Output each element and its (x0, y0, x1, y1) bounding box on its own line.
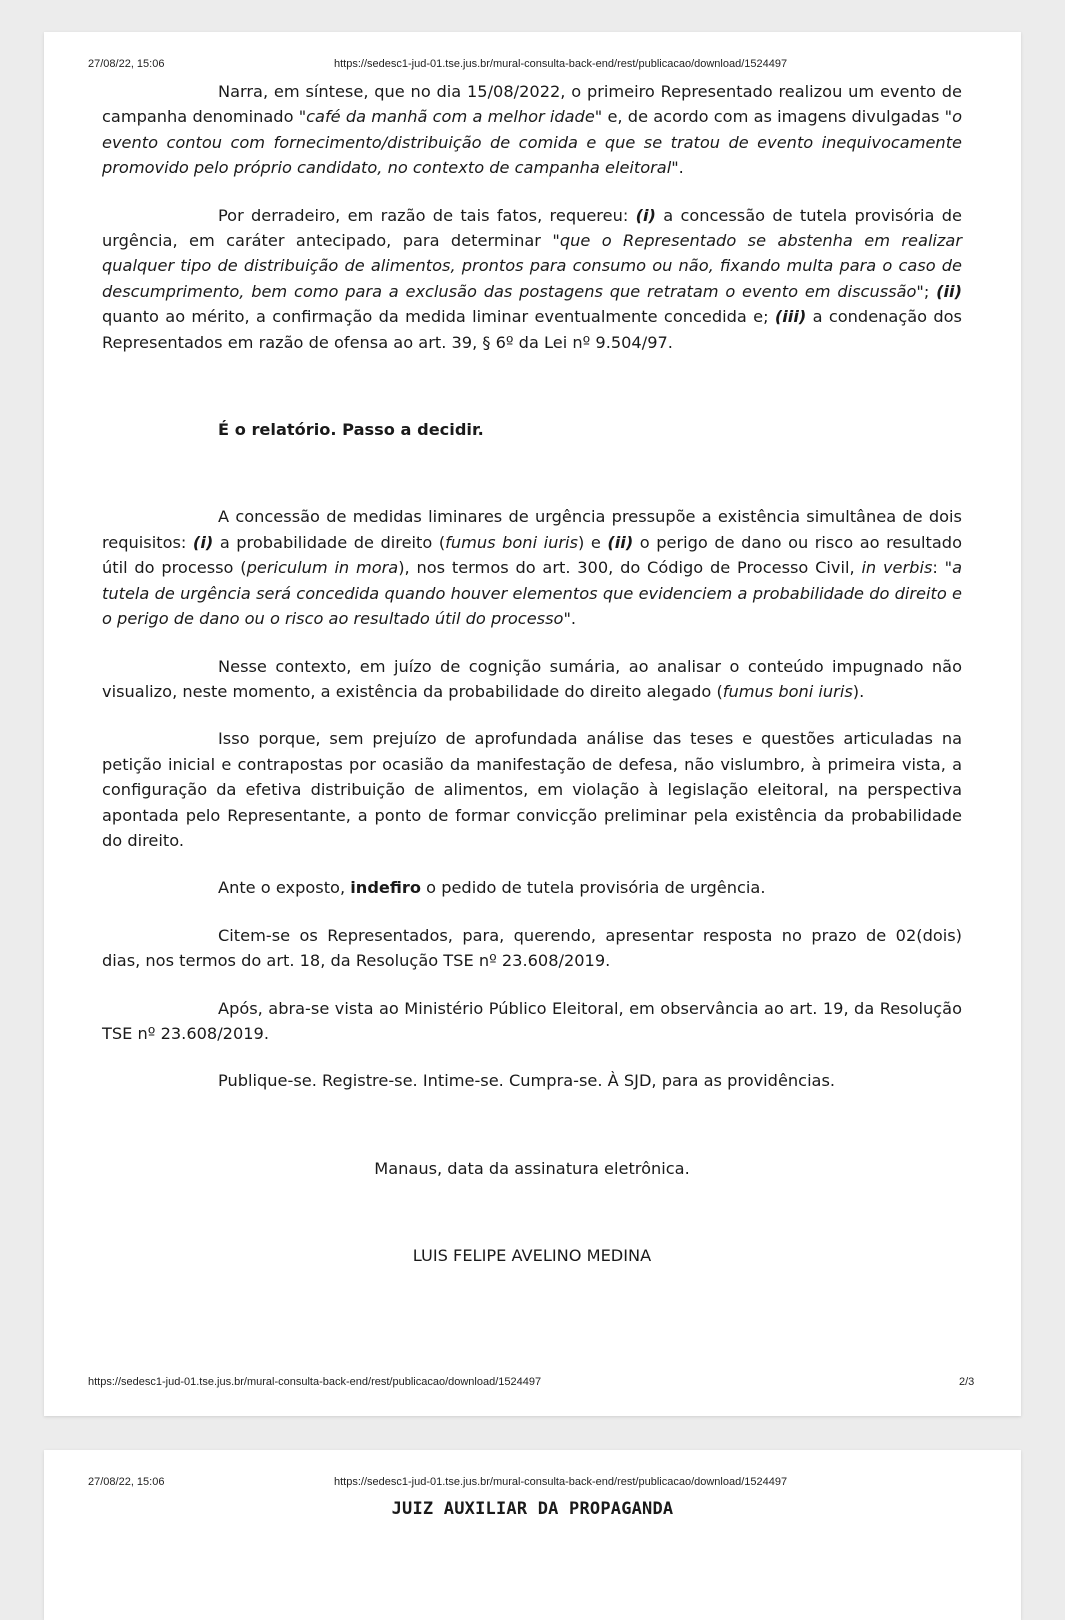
header-url: https://sedesc1-jud-01.tse.jus.br/mural-consulta-back-end/rest/publicacao/download/1524497 (334, 58, 788, 70)
paragraph-context: Nesse contexto, em juízo de cognição sumária, ao analisar o conteúdo impugnado não visualizo, neste momento, a existência da probabilidade do direito alegado (fumus boni iuris). (102, 656, 962, 701)
paragraph-narrative: Narra, em síntese, que no dia 15/08/2022, o primeiro Representado realizou um evento de campanha denominado "café da manhã com a melhor idade" e, de acordo com as imagens divulgadas "o evento contou com fornecimento/distribuição de comida e que se tratou de evento inequivocamente promovido pelo próprio candidato, no contexto de campanha eleitoral". (102, 82, 963, 178)
page-title: JUIZ AUXILIAR DA PROPAGANDA (391, 1499, 674, 1519)
paragraph-requirements: A concessão de medidas liminares de urgência pressupõe a existência simultânea de dois requisitos: (i) a probabilidade de direito (fumus boni iuris) e (ii) o perigo de dano ou risco ao resultado útil do processo (periculum in mora), nos termos do art. 300, do Código de Processo Civil, in verbis: "a tutela de urgência será concedida quando houver elementos que evidenciem a probabilidade do direito e o perigo de dano ou o risco ao resultado útil do processo". (102, 507, 963, 629)
paragraph-decision: Ante o exposto, indefiro o pedido de tutela provisória de urgência. (218, 878, 766, 898)
paragraph-citation: Citem-se os Representados, para, querendo, apresentar resposta no prazo de 02(dois) dias, nos termos do art. 18, da Resolução TSE nº 23.608/2019. (102, 925, 962, 971)
footer-page-number: 2/3 (959, 1376, 975, 1388)
document-page-2 (44, 32, 1021, 1416)
paragraph-publication: Publique-se. Registre-se. Intime-se. Cumpra-se. À SJD, para as providências. (218, 1071, 836, 1091)
paragraph-reasoning: Isso porque, sem prejuízo de aprofundada análise das teses e questões articuladas na petição inicial e contrapostas por ocasião da manifestação de defesa, não vislumbro, à primeira vista, a configuração da efetiva distribuição de alimentos, em violação à legislação eleitoral, na perspectiva apontada pelo Representante, a ponto de formar convicção preliminar pela existência da probabilidade do direito. (102, 729, 962, 850)
document-page-3 (44, 1450, 1021, 1620)
section-heading: É o relatório. Passo a decidir. (218, 420, 484, 440)
header-date: 27/08/22, 15:06 (88, 1476, 165, 1488)
signature-date: Manaus, data da assinatura eletrônica. (374, 1158, 690, 1178)
header-url: https://sedesc1-jud-01.tse.jus.br/mural-consulta-back-end/rest/publicacao/download/1524497 (334, 1476, 788, 1488)
header-date: 27/08/22, 15:06 (88, 58, 165, 70)
paragraph-ministry: Após, abra-se vista ao Ministério Público Eleitoral, em observância ao art. 19, da Resolução TSE nº 23.608/2019. (102, 998, 962, 1043)
signature-name: LUIS FELIPE AVELINO MEDINA (412, 1246, 652, 1266)
document-body (102, 79, 962, 1269)
paragraph-requests: Por derradeiro, em razão de tais fatos, requereu: (i) a concessão de tutela provisória de urgência, em caráter antecipado, para determinar "que o Representado se abstenha em realizar qualquer tipo de distribuição de alimentos, prontos para consumo ou não, fixando multa para o caso de descumprimento, bem como para a exclusão das postagens que retratam o evento em discussão"; (ii) quanto ao mérito, a confirmação da medida liminar eventualmente concedida e; (iii) a condenação dos Representados em razão de ofensa ao art. 39, § 6º da Lei nº 9.504/97. (102, 205, 963, 352)
footer-url: https://sedesc1-jud-01.tse.jus.br/mural-consulta-back-end/rest/publicacao/download/1524497 (88, 1376, 542, 1388)
